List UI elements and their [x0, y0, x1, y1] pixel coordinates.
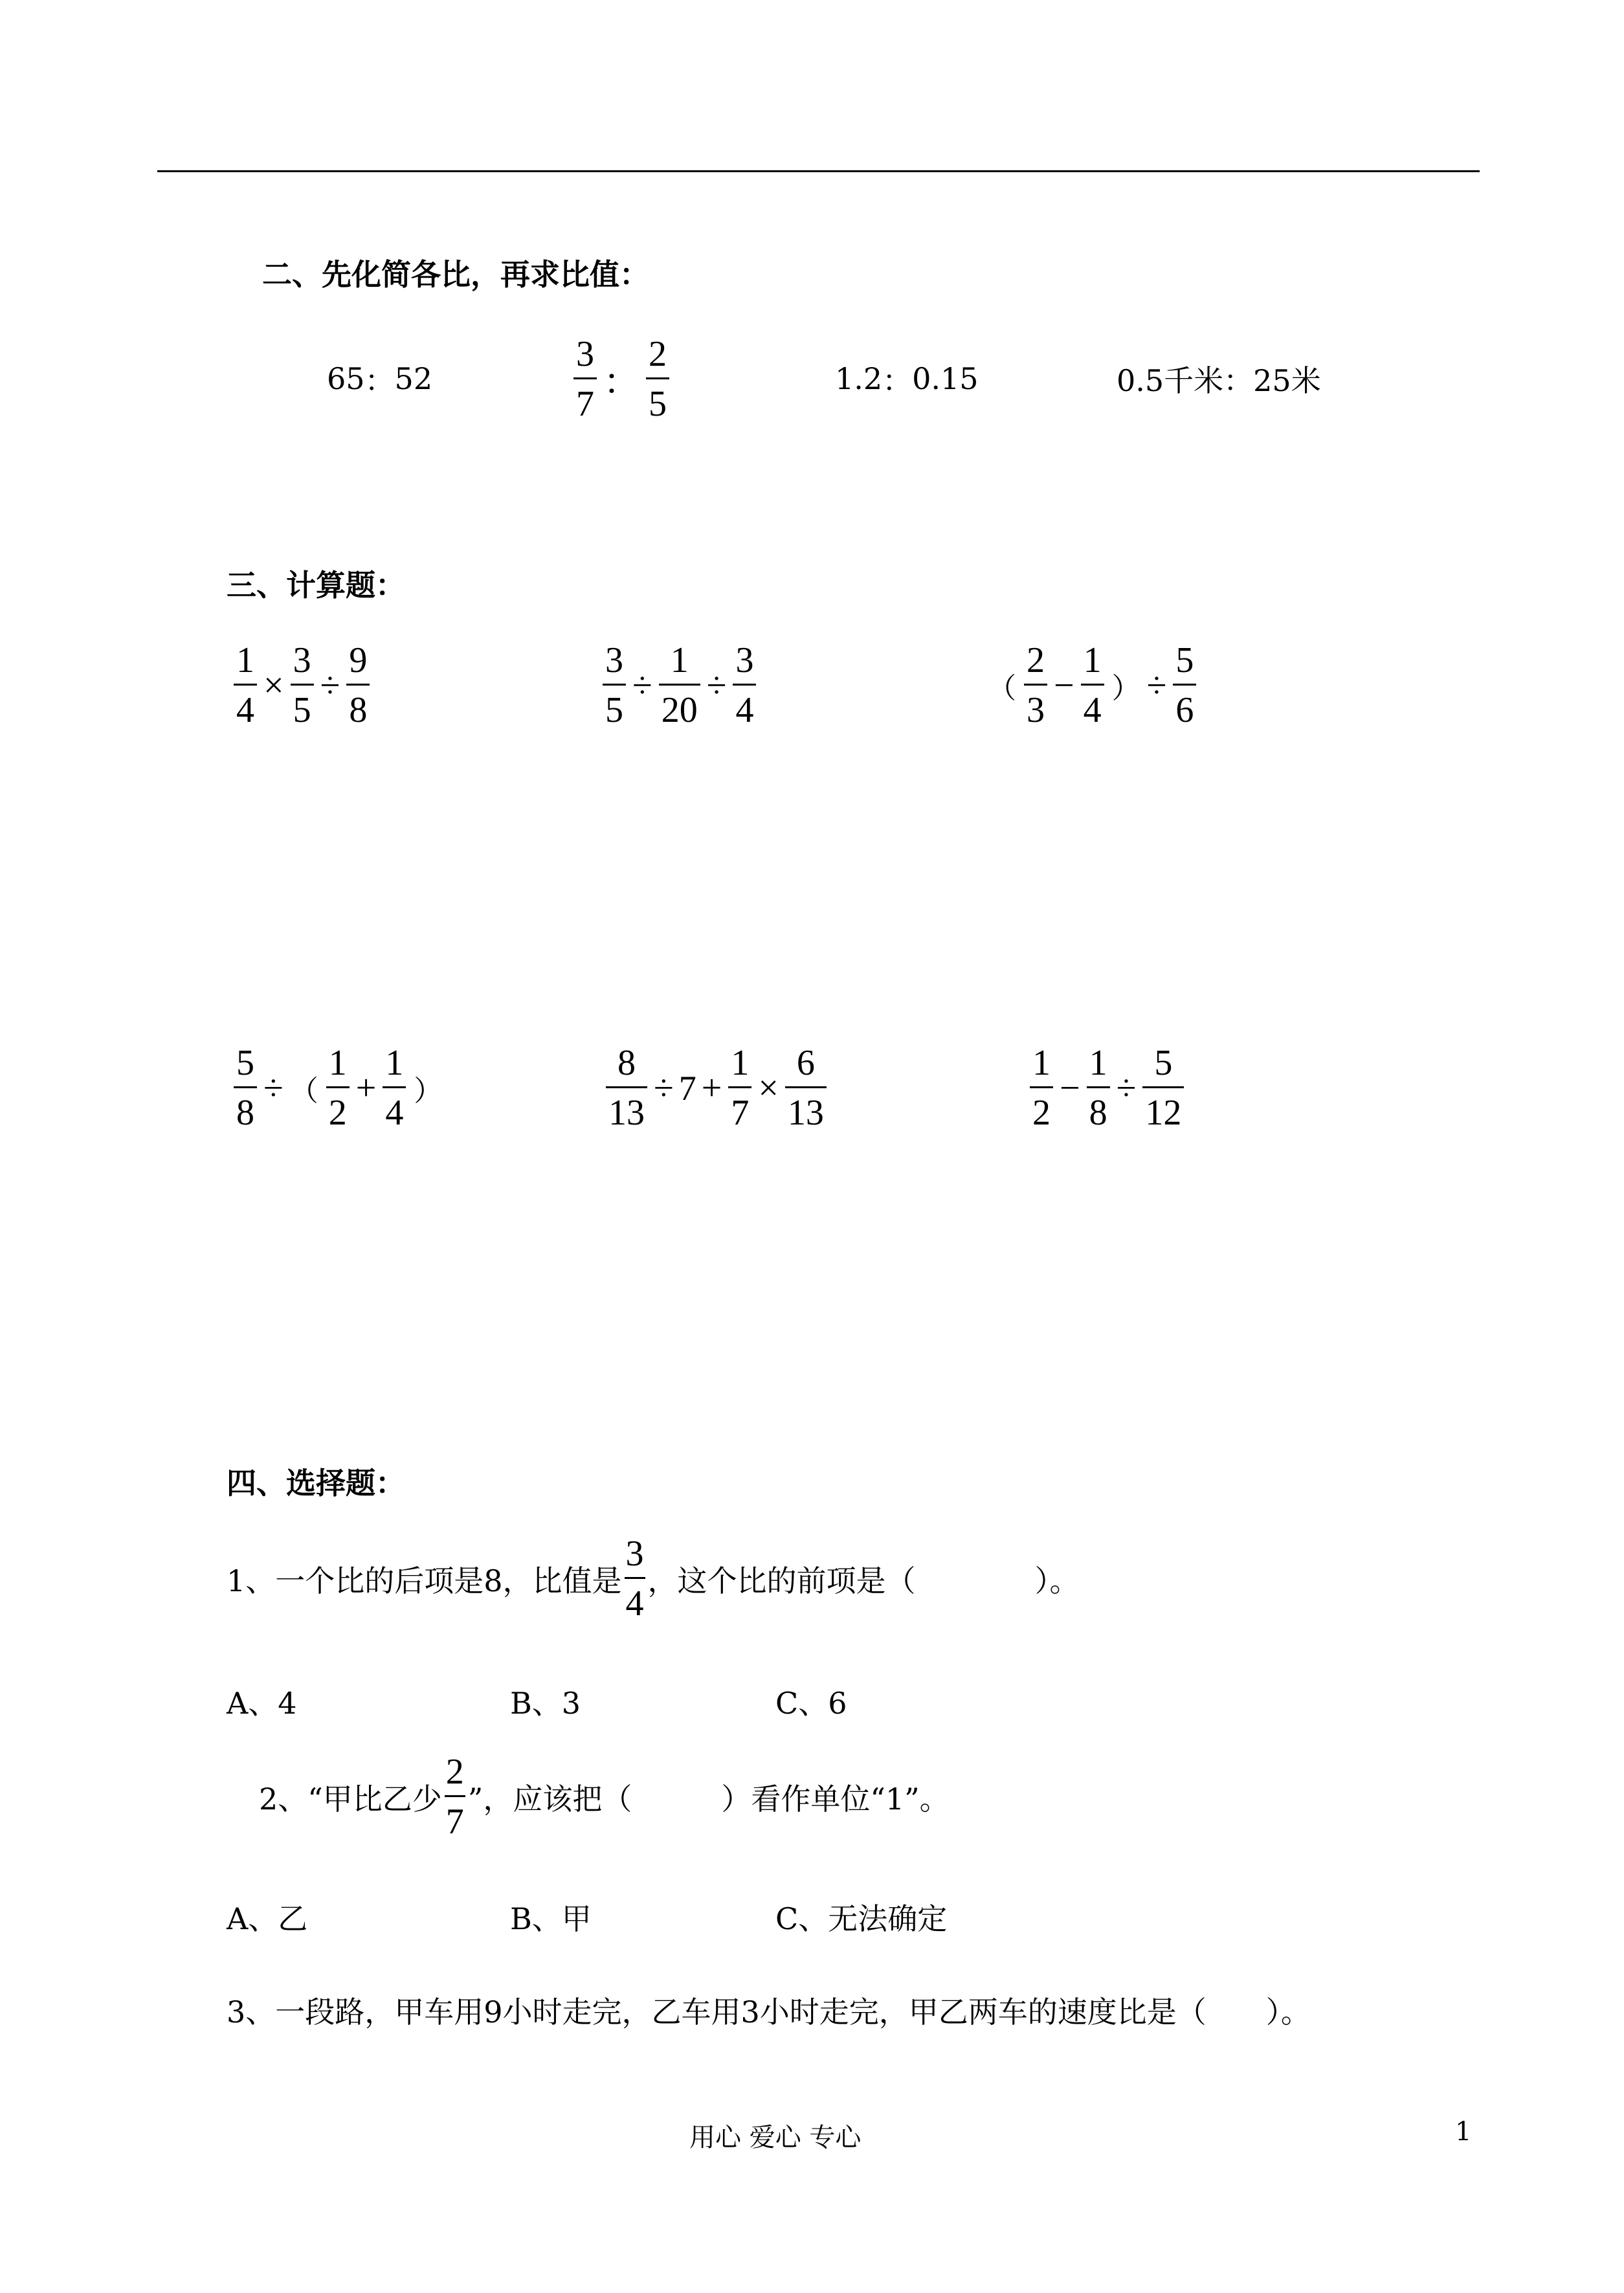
header-rule — [157, 170, 1480, 172]
fraction — [659, 640, 700, 731]
fraction-bar — [1087, 1086, 1110, 1088]
fraction-bar — [383, 1086, 406, 1088]
question-2-fraction — [445, 1751, 465, 1842]
fraction-bar — [606, 1086, 647, 1088]
question-1-suffix: ，这个比的前项是（ ）。 — [647, 1563, 1080, 1598]
ratio-b — [570, 333, 673, 425]
fraction-bar — [326, 1086, 350, 1088]
fraction — [606, 1042, 647, 1134]
fraction-bar — [728, 1086, 751, 1088]
fraction — [234, 640, 257, 731]
numerator: 3 — [625, 1534, 644, 1574]
denominator: 2 — [328, 1093, 347, 1133]
numerator: 1 — [236, 640, 254, 680]
fraction-bar — [445, 1795, 465, 1797]
q1-option-b: B、3 — [510, 1686, 581, 1721]
numerator: 5 — [236, 1043, 254, 1083]
divide-sign: ÷ — [263, 1068, 284, 1108]
question-1-fraction — [625, 1533, 645, 1624]
fraction-bar — [603, 684, 626, 686]
fraction — [603, 640, 626, 731]
calc-expression-6 — [1026, 1042, 1188, 1134]
fraction-bar — [1024, 684, 1047, 686]
fraction-bar — [625, 1577, 645, 1579]
ratio-c-sep: ： — [882, 363, 913, 398]
times-sign: × — [263, 665, 284, 706]
fraction-bar — [659, 684, 700, 686]
calc-expression-5 — [602, 1042, 830, 1134]
question-1-prefix: 1、一个比的后项是8，比值是 — [227, 1563, 622, 1598]
fraction — [1081, 640, 1104, 731]
question-2-suffix: ”，应该把（ ）看作单位“1”。 — [467, 1781, 950, 1817]
integer: 7 — [678, 1068, 696, 1108]
ratio-a-sep: ： — [364, 363, 395, 398]
calc-expression-2 — [599, 640, 760, 731]
ratio-d-left: 0.5千米 — [1117, 363, 1224, 398]
fraction-bar — [1030, 1086, 1053, 1088]
numerator: 1 — [731, 1043, 750, 1083]
q1-option-c: C、6 — [775, 1686, 847, 1721]
q2-option-c: C、无法确定 — [775, 1901, 948, 1936]
fraction-bar — [1173, 684, 1196, 686]
denominator: 8 — [1089, 1093, 1107, 1133]
numerator: 5 — [1154, 1043, 1173, 1083]
denominator: 8 — [349, 690, 368, 730]
ratio-d-sep: ： — [1223, 363, 1254, 398]
fraction-bar — [234, 1086, 257, 1088]
fraction — [728, 1042, 751, 1134]
divide-sign: ÷ — [1146, 665, 1167, 706]
question-3: 3、一段路，甲车用9小时走完，乙车用3小时走完，甲乙两车的速度比是（ ）。 — [227, 1995, 1311, 2030]
plus-sign: + — [701, 1068, 722, 1108]
footer-motto: 用心 爱心 专心 — [689, 2123, 862, 2153]
ratio-c-right: 0.15 — [912, 361, 979, 396]
fraction — [1024, 640, 1047, 731]
denominator: 7 — [576, 384, 594, 424]
denominator: 2 — [1032, 1093, 1051, 1133]
ratio-b-right-fraction — [646, 333, 669, 425]
denominator: 3 — [1027, 690, 1045, 730]
fraction — [1142, 1042, 1184, 1134]
denominator: 5 — [605, 690, 623, 730]
fraction — [326, 1042, 350, 1134]
numerator: 2 — [1027, 640, 1045, 680]
numerator: 5 — [1175, 640, 1194, 680]
denominator: 20 — [661, 690, 698, 730]
numerator: 1 — [385, 1043, 404, 1083]
q2-option-b: B、甲 — [510, 1901, 592, 1936]
question-1 — [227, 1533, 1080, 1624]
numerator: 3 — [293, 640, 311, 680]
denominator: 7 — [731, 1093, 750, 1133]
fraction-bar — [646, 377, 669, 379]
numerator: 9 — [349, 640, 368, 680]
right-paren: ） — [414, 1074, 443, 1108]
fraction-bar — [785, 1086, 827, 1088]
minus-sign: − — [1060, 1068, 1080, 1108]
ratio-c — [835, 357, 979, 400]
denominator: 13 — [608, 1093, 645, 1133]
q2-option-a: A、乙 — [227, 1901, 308, 1936]
fraction — [234, 1042, 257, 1134]
divide-sign: ÷ — [706, 665, 727, 706]
numerator: 1 — [1083, 640, 1102, 680]
numerator: 3 — [576, 334, 594, 374]
q1-option-a: A、4 — [227, 1686, 297, 1721]
denominator: 4 — [625, 1583, 644, 1624]
question-2-prefix: 2、“甲比乙少 — [259, 1781, 442, 1817]
fraction-bar — [1081, 684, 1104, 686]
calc-expression-4 — [230, 1042, 446, 1134]
divide-sign: ÷ — [1116, 1068, 1137, 1108]
denominator: 6 — [1175, 690, 1194, 730]
denominator: 12 — [1145, 1093, 1182, 1133]
fraction-bar — [733, 684, 756, 686]
denominator: 13 — [787, 1093, 824, 1133]
ratio-a-right: 52 — [394, 361, 433, 396]
question-2 — [259, 1751, 950, 1842]
fraction — [1030, 1042, 1053, 1134]
left-paren: （ — [988, 671, 1016, 705]
denominator: 7 — [445, 1802, 464, 1842]
section2-heading: 二、先化简各比，再求比值： — [262, 257, 649, 292]
denominator: 4 — [385, 1093, 404, 1133]
fraction-bar — [573, 377, 597, 379]
ratio-d-right: 25米 — [1253, 363, 1321, 398]
fraction — [733, 640, 756, 731]
ratio-c-left: 1.2 — [835, 361, 883, 396]
fraction-bar — [1142, 1086, 1184, 1088]
ratio-d — [1117, 357, 1321, 400]
denominator: 5 — [649, 384, 667, 424]
ratio-b-left-fraction — [573, 333, 597, 425]
fraction — [383, 1042, 406, 1134]
minus-sign: − — [1054, 665, 1074, 706]
denominator: 5 — [293, 690, 311, 730]
ratio-a — [327, 357, 432, 400]
numerator: 3 — [735, 640, 754, 680]
fraction — [291, 640, 314, 731]
denominator: 4 — [735, 690, 754, 730]
fraction-bar — [346, 684, 370, 686]
numerator: 3 — [605, 640, 623, 680]
denominator: 4 — [236, 690, 254, 730]
left-paren: （ — [289, 1074, 318, 1108]
divide-sign: ÷ — [654, 1068, 674, 1108]
numerator: 1 — [1032, 1043, 1051, 1083]
page-number: 1 — [1455, 2117, 1472, 2147]
right-paren: ） — [1111, 671, 1140, 705]
numerator: 1 — [670, 640, 689, 680]
plus-sign: + — [355, 1068, 377, 1108]
numerator: 6 — [796, 1043, 815, 1083]
ratio-b-sep: ： — [603, 362, 640, 403]
fraction — [1087, 1042, 1110, 1134]
denominator: 4 — [1083, 690, 1102, 730]
fraction — [1173, 640, 1196, 731]
numerator: 1 — [1089, 1043, 1107, 1083]
section4-heading: 四、选择题： — [227, 1466, 405, 1501]
section3-heading: 三、计算题： — [227, 568, 405, 603]
fraction — [346, 640, 370, 731]
divide-sign: ÷ — [632, 665, 652, 706]
times-sign: × — [758, 1068, 779, 1108]
numerator: 1 — [328, 1043, 347, 1083]
calc-expression-1 — [230, 640, 373, 731]
numerator: 2 — [445, 1752, 464, 1792]
fraction — [785, 1042, 827, 1134]
ratio-a-left: 65 — [327, 361, 365, 396]
calc-expression-3 — [984, 640, 1200, 731]
denominator: 8 — [236, 1093, 254, 1133]
numerator: 2 — [649, 334, 667, 374]
fraction-bar — [234, 684, 257, 686]
fraction-bar — [291, 684, 314, 686]
numerator: 8 — [617, 1043, 636, 1083]
divide-sign: ÷ — [320, 665, 340, 706]
